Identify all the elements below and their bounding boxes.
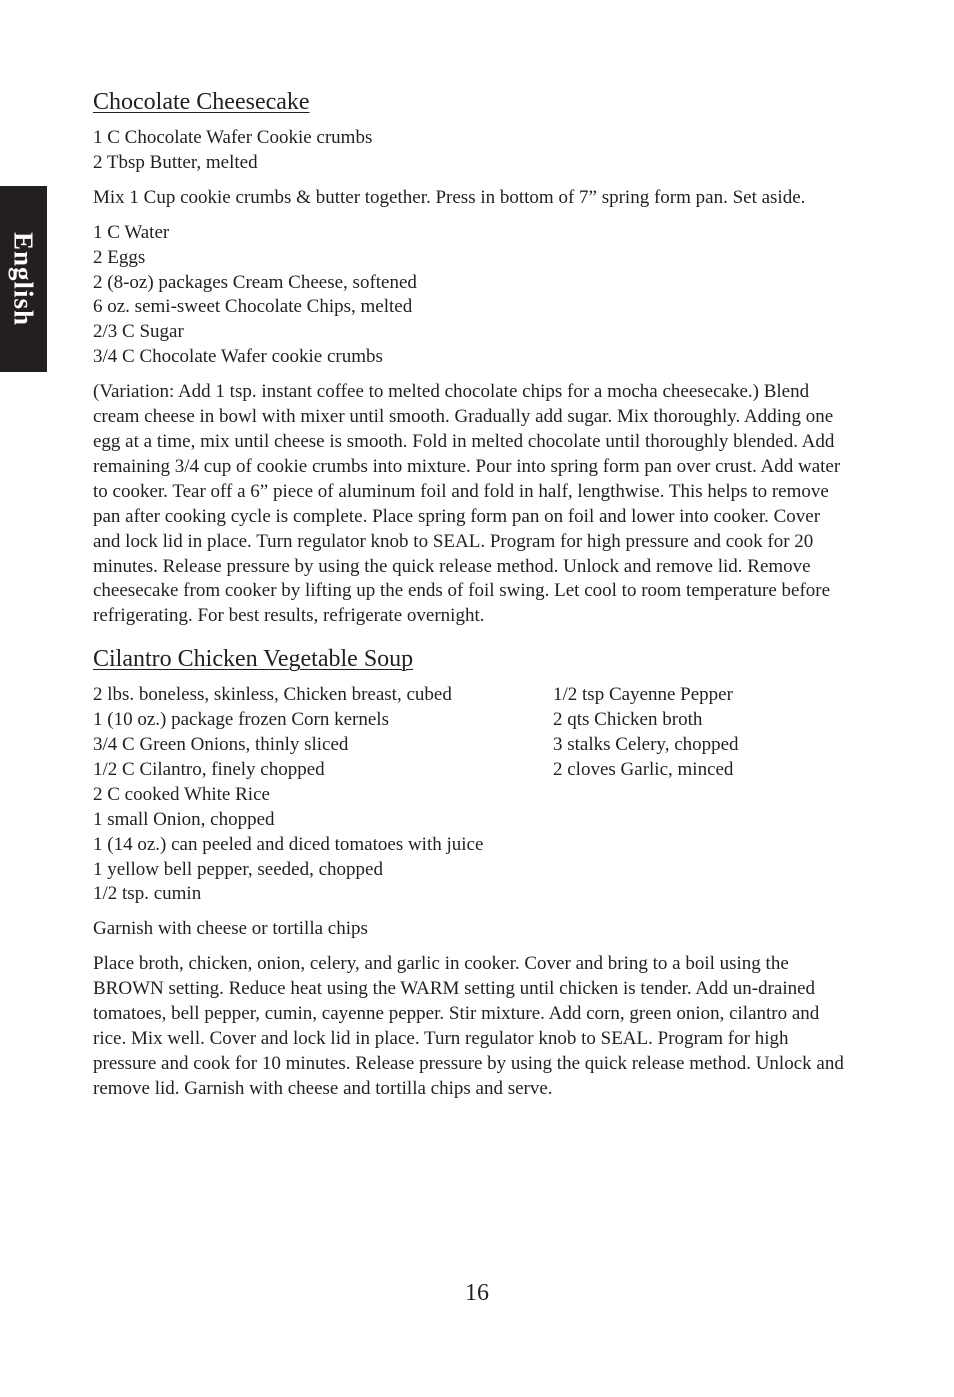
ingredient-item: 1/2 C Cilantro, finely chopped bbox=[93, 758, 325, 780]
recipe-title-chocolate-cheesecake: Chocolate Cheesecake bbox=[93, 89, 310, 115]
crust-ingredient-list bbox=[93, 126, 845, 176]
ingredient-item: 3 stalks Celery, chopped bbox=[553, 734, 739, 756]
ingredient-item: 2 C cooked White Rice bbox=[93, 783, 270, 805]
ingredient-item: 2 (8-oz) packages Cream Cheese, softened bbox=[93, 271, 417, 293]
ingredient-item: 6 oz. semi-sweet Chocolate Chips, melted bbox=[93, 296, 413, 318]
ingredient-item: 2 qts Chicken broth bbox=[553, 709, 703, 731]
ingredient-item: 3/4 C Chocolate Wafer cookie crumbs bbox=[93, 346, 383, 368]
ingredient-item: 1 C Chocolate Wafer Cookie crumbs bbox=[93, 127, 373, 148]
page-number: 16 bbox=[465, 1280, 489, 1306]
ingredient-item: 2 Eggs bbox=[93, 246, 146, 268]
recipe-title-cilantro-chicken-soup: Cilantro Chicken Vegetable Soup bbox=[93, 646, 414, 673]
ingredient-item: 2 cloves Garlic, minced bbox=[553, 758, 734, 780]
page-content bbox=[93, 86, 845, 1112]
cheesecake-instructions: (Variation: Add 1 tsp. instant coffee to melted chocolate chips for a mocha cheesecake.) Blend cream cheese in bowl with mixer until smooth. Gradually add sugar. Mix thoroughly. Adding one egg at a time, mix until cheese is smooth. Fold in melted chocolate until thoroughly blended. Add remaining 3/4 cup of cookie crumbs into mixture. Pour into spring form pan over crust. Add water to cooker. Tear off a 6” piece of aluminum foil and fold in half, lengthwise. This helps to remove pan after cooking cycle is complete. Place spring form pan on foil and lower into cooker. Cover and lock lid in place. Turn regulator knob to SEAL. Program for high pressure and cook for 20 minutes. Release pressure by using the quick release method. Unlock and remove lid. Remove cheesecake from cooker by lifting up the ends of foil swing. Let cool to room temperature before refrigerating. For best results, refrigerate overnight. bbox=[93, 381, 841, 627]
language-tab bbox=[0, 186, 47, 372]
ingredient-item: 2 Tbsp Butter, melted bbox=[93, 151, 258, 173]
ingredient-item: 1 C Water bbox=[93, 221, 170, 243]
soup-ingredients-right bbox=[553, 683, 845, 907]
soup-instructions: Place broth, chicken, onion, celery, and garlic in cooker. Cover and bring to a boil using the BROWN setting. Reduce heat using the WARM setting until chicken is tender. Add un-drained tomatoes, bell pepper, cumin, cayenne pepper. Stir mixture. Add corn, green onion, cilantro and rice. Mix well. Cover and lock lid in place. Turn regulator knob to SEAL. Program for high pressure and cook for 10 minutes. Release pressure by using the quick release method. Unlock and remove lid. Garnish with cheese and tortilla chips and serve. bbox=[93, 953, 844, 1099]
soup-garnish: Garnish with cheese or tortilla chips bbox=[93, 918, 368, 940]
ingredient-item: 1 (10 oz.) package frozen Corn kernels bbox=[93, 709, 389, 731]
ingredient-item: 1/2 tsp. cumin bbox=[93, 883, 202, 905]
language-tab-label: English bbox=[8, 231, 39, 327]
crust-instructions: Mix 1 Cup cookie crumbs & butter together. Press in bottom of 7” spring form pan. Set aside. bbox=[93, 186, 806, 208]
soup-ingredients-left bbox=[93, 683, 553, 907]
ingredient-item: 1 small Onion, chopped bbox=[93, 808, 275, 830]
ingredient-item: 2/3 C Sugar bbox=[93, 321, 184, 343]
ingredient-item: 3/4 C Green Onions, thinly sliced bbox=[93, 734, 349, 756]
soup-ingredient-columns bbox=[93, 683, 845, 907]
ingredient-item: 2 lbs. boneless, skinless, Chicken breast, cubed bbox=[93, 684, 452, 706]
filling-ingredient-list bbox=[93, 221, 845, 370]
ingredient-item: 1 yellow bell pepper, seeded, chopped bbox=[93, 858, 383, 880]
ingredient-item: 1 (14 oz.) can peeled and diced tomatoes with juice bbox=[93, 833, 484, 855]
ingredient-item: 1/2 tsp Cayenne Pepper bbox=[553, 684, 733, 706]
